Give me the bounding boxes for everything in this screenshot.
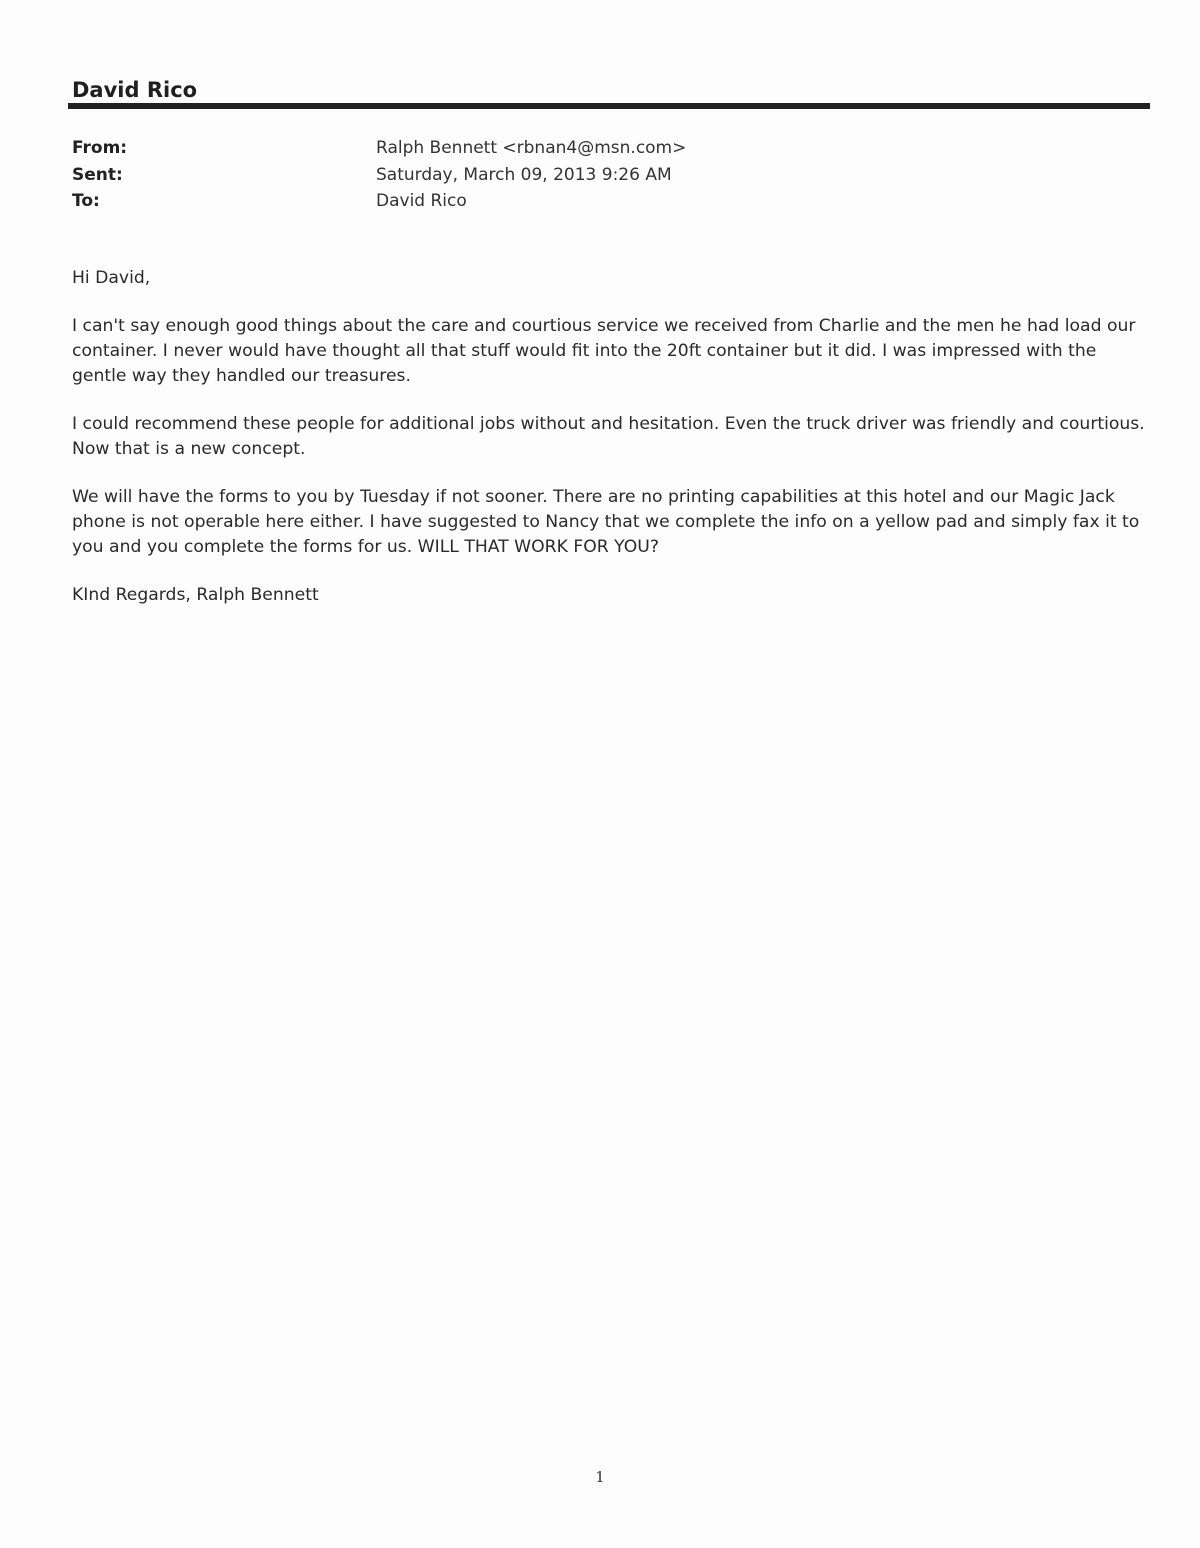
sent-label: Sent: [72, 164, 123, 185]
email-metadata [72, 135, 972, 215]
signoff: KInd Regards, Ralph Bennett [72, 585, 319, 605]
from-value: Ralph Bennett <rbnan4@msn.com> [376, 138, 687, 159]
from-label: From: [72, 138, 128, 159]
to-row [72, 188, 972, 215]
paragraph-1: I can't say enough good things about the care and courtious service we received from Charlie and the men he had load our container. I never would have thought all that stuff would fit into the 20ft container but it did. I was impressed with the gentle way they handled our treasures. [72, 316, 1136, 386]
email-body [72, 266, 1152, 631]
to-label: To: [72, 191, 100, 212]
sent-row [72, 162, 972, 189]
header-divider [68, 103, 1150, 109]
greeting: Hi David, [72, 268, 151, 288]
paragraph-3: We will have the forms to you by Tuesday if not sooner. There are no printing capabilities at this hotel and our Magic Jack phone is not operable here either. I have suggested to Nancy that we complete the info on a yellow pad and simply fax it to you and you complete the forms for us. WILL THAT WORK FOR YOU? [72, 487, 1140, 557]
sent-value: Saturday, March 09, 2013 9:26 AM [376, 164, 672, 185]
to-value: David Rico [376, 191, 467, 212]
from-row [72, 135, 972, 162]
mailbox-owner-name: David Rico [72, 78, 198, 102]
page-number: 1 [595, 1468, 605, 1486]
paragraph-2: I could recommend these people for additional jobs without and hesitation. Even the truck driver was friendly and courtious. Now that is a new concept. [72, 414, 1145, 459]
